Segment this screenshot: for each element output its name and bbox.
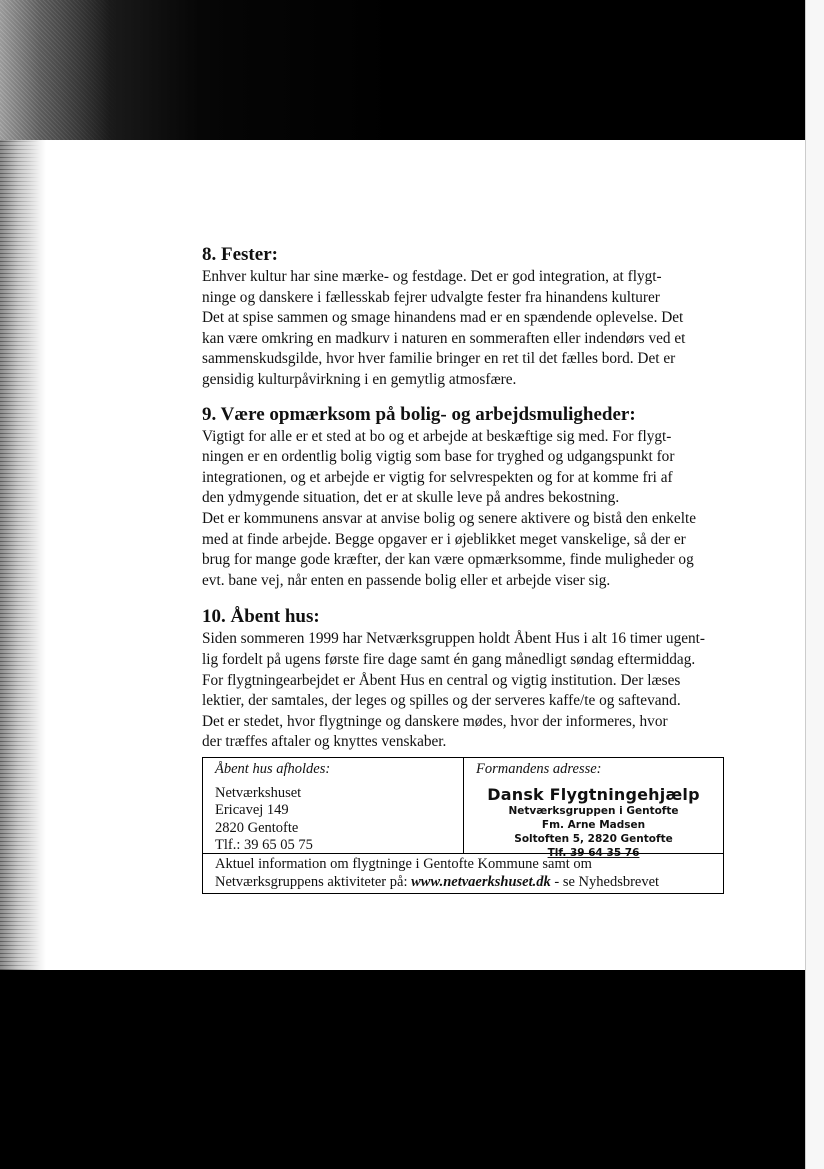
paragraph-line: den ydmygende situation, det er at skulle leve på andres bekostning. — [202, 489, 620, 507]
scan-edge-right — [805, 0, 824, 1169]
document-body — [202, 243, 732, 753]
website-link[interactable]: www.netvaerkshuset.dk — [411, 873, 551, 890]
scan-edge-left — [0, 140, 46, 970]
footer-suffix: - se Nyhedsbrevet — [550, 873, 660, 890]
venue-phone: Tlf.: 39 65 05 75 — [215, 837, 313, 853]
paragraph-line: Vigtigt for alle er et sted at bo og et arbejde at beskæftige sig med. For flygt- — [202, 427, 672, 445]
paragraph-line: For flygtningearbejdet er Åbent Hus en central og vigtig institution. Der læses — [202, 671, 681, 689]
venue-street: Ericavej 149 — [215, 802, 289, 818]
venue-city: 2820 Gentofte — [215, 819, 299, 836]
paragraph-line: med at finde arbejde. Begge opgaver er i øjeblikket meget vanskelige, så der er — [202, 530, 686, 548]
chair-info — [464, 758, 723, 859]
paragraph-line: brug for mange gode kræfter, der kan være opmærksomme, finde muligheder og — [202, 551, 694, 569]
scan-shadow-bottom — [0, 970, 805, 1169]
footer-line: Aktuel information om flygtninge i Gentofte Kommune samt om — [215, 856, 592, 872]
paragraph-line: lektier, der samtales, der leges og spilles og der serveres kaffe/te og saftevand. — [202, 692, 681, 710]
paragraph-line: sammenskudsgilde, hvor hver familie bringer en ret til det fælles bord. Det er — [202, 350, 676, 368]
section-fester — [202, 243, 732, 391]
section-heading: 8. Fester: — [202, 244, 278, 265]
paragraph-line: Det er stedet, hvor flygtninge og danskere mødes, hvor der informeres, hvor — [202, 712, 668, 730]
section-heading: 9. Være opmærksom på bolig- og arbejdsmuligheder: — [202, 403, 636, 425]
venue-name: Netværkshuset — [215, 784, 302, 801]
paragraph-line: gensidig kulturpåvirkning i en gemytlig atmosfære. — [202, 370, 517, 388]
footer-prefix: Netværksgruppens aktiviteter på: — [215, 873, 412, 890]
paragraph-line: der træffes aftaler og knyttes venskaber. — [202, 733, 447, 751]
paragraph-line: lig fordelt på ugens første fire dage samt én gang månedligt søndag eftermiddag. — [202, 650, 696, 668]
section-aabent-hus — [202, 605, 732, 753]
paragraph-line: evt. bane vej, når enten en passende bolig eller et arbejde viser sig. — [202, 571, 611, 589]
org-stamp-group: Netværksgruppen i Gentofte — [508, 804, 679, 817]
paragraph-line: Det at spise sammen og smage hinandens mad er en spændende oplevelse. Det — [202, 309, 684, 327]
paragraph-line: Siden sommeren 1999 har Netværksgruppen holdt Åbent Hus i alt 16 timer ugent- — [202, 630, 706, 648]
paragraph-line: ninge og danskere i fællesskab fejrer udvalgte fester fra hinandens kulturer — [202, 288, 660, 306]
chair-heading: Formandens adresse: — [476, 761, 602, 777]
section-bolig-arbejde — [202, 403, 732, 592]
org-stamp-phone: Tlf. 39 64 35 76 — [547, 846, 640, 859]
paragraph-line: integrationen, og et arbejde er vigtig for selvrespekten og for at komme fri af — [202, 468, 673, 486]
org-stamp-address: Soltoften 5, 2820 Gentofte — [514, 832, 673, 845]
info-box-top — [203, 758, 723, 859]
section-heading: 10. Åbent hus: — [202, 606, 320, 628]
paragraph-line: ningen er en ordentlig bolig vigtig som base for tryghed og udgangspunkt for — [202, 448, 675, 466]
paragraph-line: kan være omkring en madkurv i naturen en sommeraften eller indendørs ved et — [202, 329, 686, 347]
info-box — [202, 757, 724, 894]
org-stamp-chair: Fm. Arne Madsen — [541, 818, 646, 831]
paragraph-line: Det er kommunens ansvar at anvise bolig og senere aktivere og bistå den enkelte — [202, 509, 697, 527]
org-stamp-name: Dansk Flygtningehjælp — [487, 784, 700, 804]
venue-info — [203, 758, 464, 853]
venue-heading: Åbent hus afholdes: — [215, 761, 331, 777]
footer-line — [215, 874, 711, 892]
scan-shadow-top — [0, 0, 824, 140]
info-box-footer — [203, 854, 723, 893]
paragraph-line: Enhver kultur har sine mærke- og festdage. Det er god integration, at flygt- — [202, 268, 662, 285]
